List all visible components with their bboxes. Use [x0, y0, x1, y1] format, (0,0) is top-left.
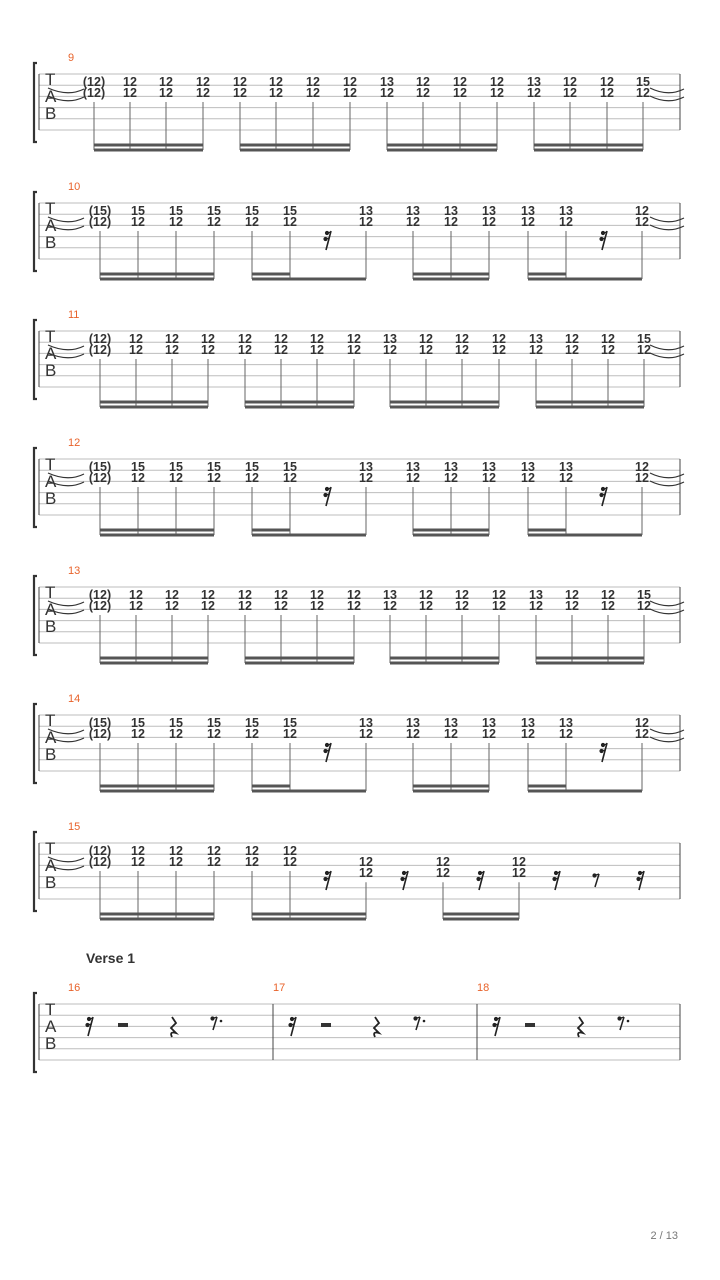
fret-number: 12 — [600, 75, 614, 89]
tie-out — [650, 601, 684, 606]
fret-number: 12 — [565, 599, 579, 613]
tie-out — [650, 345, 684, 350]
fret-number: 12 — [512, 855, 526, 870]
fret-number: 12 — [563, 86, 577, 100]
fret-number: 12 — [245, 855, 259, 869]
fret-number: 13 — [482, 460, 496, 474]
tab-letter-a: A — [45, 728, 57, 747]
page-number: 2 / 13 — [650, 1230, 678, 1242]
fret-number: 15 — [636, 75, 650, 89]
fret-number: 12 — [416, 86, 430, 100]
system-bracket — [34, 192, 37, 271]
fret-number: 12 — [406, 215, 420, 229]
tie-out — [650, 473, 684, 478]
fret-number: 12 — [419, 343, 433, 357]
fret-number: 12 — [347, 343, 361, 357]
fret-number: 12 — [238, 588, 252, 602]
half-rest — [321, 1023, 331, 1027]
fret-number: 12 — [207, 844, 221, 858]
fret-number: 12 — [416, 75, 430, 89]
fret-number: 12 — [201, 588, 215, 602]
fret-number: (12) — [88, 727, 112, 741]
fret-number: 12 — [529, 343, 543, 357]
fret-number: 12 — [207, 471, 221, 485]
fret-number: 15 — [245, 460, 259, 474]
tab-letter-a: A — [45, 87, 57, 106]
fret-number: 13 — [383, 588, 397, 602]
tab-letter-a: A — [45, 344, 57, 363]
fret-number: 12 — [512, 866, 526, 881]
fret-number: 12 — [310, 588, 324, 602]
quarter-rest — [171, 1017, 176, 1037]
fret-number: 13 — [521, 460, 535, 474]
fret-number: 12 — [521, 471, 535, 485]
fret-number: 13 — [559, 716, 573, 730]
quarter-rest — [578, 1017, 583, 1037]
fret-number: (12) — [82, 86, 106, 100]
measure-number: 16 — [68, 982, 81, 994]
fret-number: 15 — [207, 204, 221, 218]
fret-number: 13 — [406, 460, 420, 474]
fret-number: 12 — [529, 599, 543, 613]
fret-number: (12) — [88, 471, 112, 485]
fret-number: 12 — [406, 727, 420, 741]
fret-number: 12 — [201, 343, 215, 357]
fret-number: 13 — [482, 204, 496, 218]
fret-number: 12 — [343, 75, 357, 89]
fret-number: 12 — [283, 855, 297, 869]
rest-dot — [423, 1020, 426, 1023]
fret-number: 12 — [565, 332, 579, 346]
fret-number: (12) — [88, 855, 112, 869]
fret-number: 12 — [482, 727, 496, 741]
fret-number: 12 — [490, 75, 504, 89]
system-bracket — [34, 832, 37, 911]
tab-system-13 — [34, 565, 684, 663]
fret-number: 15 — [131, 204, 145, 218]
fret-number: 12 — [238, 599, 252, 613]
fret-number: (12) — [82, 75, 106, 89]
tab-letter-b: B — [45, 1034, 57, 1053]
fret-number: 12 — [601, 599, 615, 613]
tab-system-14 — [34, 693, 684, 791]
fret-number: 12 — [131, 727, 145, 741]
fret-number: 12 — [196, 86, 210, 100]
fret-number: 15 — [169, 460, 183, 474]
system-bracket — [34, 63, 37, 142]
rest-dot — [627, 1020, 630, 1023]
fret-number: 12 — [359, 471, 373, 485]
fret-number: 12 — [169, 471, 183, 485]
fret-number: (15) — [88, 460, 112, 474]
fret-number: 12 — [347, 588, 361, 602]
fret-number: 15 — [245, 716, 259, 730]
fret-number: 13 — [482, 716, 496, 730]
fret-number: 12 — [455, 332, 469, 346]
fret-number: 13 — [559, 204, 573, 218]
fret-number: 12 — [482, 215, 496, 229]
fret-number: (15) — [88, 204, 112, 218]
fret-number: 12 — [492, 343, 506, 357]
fret-number: 13 — [521, 204, 535, 218]
fret-number: 12 — [436, 866, 450, 881]
tab-letter-t: T — [45, 1000, 56, 1019]
fret-number: 12 — [419, 332, 433, 346]
fret-number: 13 — [380, 75, 394, 89]
fret-number: 13 — [559, 460, 573, 474]
fret-number: 13 — [529, 588, 543, 602]
fret-number: 12 — [600, 86, 614, 100]
fret-number: 12 — [419, 599, 433, 613]
fret-number: (12) — [88, 588, 112, 602]
fret-number: 12 — [635, 204, 649, 218]
fret-number: 12 — [283, 471, 297, 485]
fret-number: 12 — [201, 332, 215, 346]
fret-number: 15 — [169, 204, 183, 218]
fret-number: 12 — [444, 727, 458, 741]
fret-number: (12) — [88, 332, 112, 346]
tab-letter-b: B — [45, 361, 57, 380]
fret-number: 12 — [527, 86, 541, 100]
fret-number: 12 — [406, 471, 420, 485]
fret-number: 12 — [635, 716, 649, 730]
fret-number: 12 — [159, 75, 173, 89]
fret-number: (12) — [88, 599, 112, 613]
rest-dot — [220, 1020, 223, 1023]
fret-number: 12 — [283, 727, 297, 741]
fret-number: 12 — [359, 866, 373, 881]
fret-number: 12 — [347, 332, 361, 346]
fret-number: 15 — [637, 588, 651, 602]
fret-number: 12 — [207, 855, 221, 869]
tab-letter-b: B — [45, 104, 57, 123]
system-bracket — [34, 320, 37, 399]
fret-number: 12 — [635, 471, 649, 485]
tab-letter-b: B — [45, 233, 57, 252]
fret-number: 15 — [283, 460, 297, 474]
fret-number: 12 — [169, 727, 183, 741]
fret-number: 12 — [129, 599, 143, 613]
fret-number: 13 — [383, 332, 397, 346]
fret-number: 12 — [637, 599, 651, 613]
tab-letter-a: A — [45, 472, 57, 491]
fret-number: 12 — [169, 844, 183, 858]
fret-number: 12 — [131, 215, 145, 229]
measure-number: 10 — [68, 181, 81, 193]
fret-number: 12 — [207, 727, 221, 741]
tab-letter-t: T — [45, 583, 56, 602]
fret-number: 12 — [306, 75, 320, 89]
fret-number: 12 — [563, 75, 577, 89]
fret-number: 12 — [123, 86, 137, 100]
fret-number: 12 — [245, 471, 259, 485]
tab-letter-b: B — [45, 489, 57, 508]
fret-number: 12 — [636, 86, 650, 100]
fret-number: 13 — [444, 716, 458, 730]
tab-letter-a: A — [45, 600, 57, 619]
fret-number: 12 — [521, 215, 535, 229]
fret-number: 12 — [196, 75, 210, 89]
fret-number: 12 — [310, 599, 324, 613]
fret-number: 15 — [283, 716, 297, 730]
tab-letter-t: T — [45, 327, 56, 346]
tab-letter-a: A — [45, 1017, 57, 1036]
fret-number: 12 — [169, 215, 183, 229]
fret-number: 12 — [129, 343, 143, 357]
fret-number: 12 — [455, 343, 469, 357]
fret-number: 12 — [359, 855, 373, 870]
fret-number: 12 — [444, 471, 458, 485]
fret-number: 12 — [359, 215, 373, 229]
measure-number: 12 — [68, 437, 81, 449]
measure-number: 9 — [68, 52, 75, 64]
fret-number: 12 — [601, 588, 615, 602]
fret-number: 12 — [159, 86, 173, 100]
tab-system-12 — [34, 437, 684, 535]
fret-number: 12 — [482, 471, 496, 485]
fret-number: 12 — [269, 75, 283, 89]
fret-number: 12 — [207, 215, 221, 229]
fret-number: 13 — [444, 460, 458, 474]
fret-number: 12 — [165, 343, 179, 357]
tab-system-11 — [34, 309, 684, 407]
fret-number: 12 — [310, 332, 324, 346]
fret-number: 12 — [238, 332, 252, 346]
tie-out — [650, 729, 684, 734]
fret-number: 12 — [453, 86, 467, 100]
fret-number: 12 — [165, 332, 179, 346]
fret-number: 12 — [521, 727, 535, 741]
fret-number: 12 — [283, 215, 297, 229]
measure-number: 11 — [68, 309, 80, 321]
tab-letter-t: T — [45, 199, 56, 218]
tab-system-verse — [34, 982, 680, 1072]
fret-number: 13 — [406, 716, 420, 730]
fret-number: 12 — [559, 215, 573, 229]
fret-number: 15 — [283, 204, 297, 218]
fret-number: 12 — [444, 215, 458, 229]
fret-number: 12 — [490, 86, 504, 100]
fret-number: 12 — [565, 588, 579, 602]
tab-letter-a: A — [45, 216, 57, 235]
tab-letter-t: T — [45, 455, 56, 474]
fret-number: 12 — [455, 588, 469, 602]
fret-number: 12 — [274, 343, 288, 357]
fret-number: 12 — [310, 343, 324, 357]
fret-number: 12 — [453, 75, 467, 89]
fret-number: 13 — [359, 460, 373, 474]
fret-number: (15) — [88, 716, 112, 730]
fret-number: 12 — [635, 460, 649, 474]
tab-letter-a: A — [45, 856, 57, 875]
fret-number: 12 — [436, 855, 450, 870]
fret-number: 12 — [306, 86, 320, 100]
fret-number: 12 — [233, 75, 247, 89]
tab-system-10 — [34, 181, 684, 279]
fret-number: 12 — [455, 599, 469, 613]
fret-number: 15 — [131, 460, 145, 474]
fret-number: 15 — [207, 460, 221, 474]
fret-number: 13 — [521, 716, 535, 730]
fret-number: 15 — [169, 716, 183, 730]
fret-number: 13 — [529, 332, 543, 346]
fret-number: 12 — [274, 588, 288, 602]
measure-number: 18 — [477, 982, 490, 994]
system-bracket — [34, 576, 37, 655]
fret-number: 12 — [201, 599, 215, 613]
fret-number: 13 — [527, 75, 541, 89]
fret-number: 12 — [129, 588, 143, 602]
fret-number: 12 — [559, 727, 573, 741]
tab-letter-t: T — [45, 70, 56, 89]
fret-number: 12 — [383, 599, 397, 613]
fret-number: 12 — [238, 343, 252, 357]
fret-number: 12 — [492, 599, 506, 613]
quarter-rest — [374, 1017, 379, 1037]
half-rest — [118, 1023, 128, 1027]
section-label-verse-1: Verse 1 — [86, 950, 136, 966]
fret-number: 13 — [359, 204, 373, 218]
system-bracket — [34, 993, 37, 1072]
system-bracket — [34, 704, 37, 783]
fret-number: 12 — [565, 343, 579, 357]
fret-number: 15 — [245, 204, 259, 218]
fret-number: 12 — [359, 727, 373, 741]
tab-letter-t: T — [45, 711, 56, 730]
fret-number: 12 — [347, 599, 361, 613]
fret-number: 12 — [601, 332, 615, 346]
fret-number: 12 — [383, 343, 397, 357]
tab-system-9 — [34, 52, 684, 150]
fret-number: 12 — [283, 844, 297, 858]
tab-letter-b: B — [45, 617, 57, 636]
fret-number: 12 — [419, 588, 433, 602]
fret-number: 12 — [245, 215, 259, 229]
fret-number: 12 — [129, 332, 143, 346]
fret-number: 12 — [343, 86, 357, 100]
fret-number: (12) — [88, 844, 112, 858]
fret-number: 13 — [359, 716, 373, 730]
fret-number: 12 — [245, 844, 259, 858]
fret-number: (12) — [88, 343, 112, 357]
fret-number: (12) — [88, 215, 112, 229]
system-bracket — [34, 448, 37, 527]
fret-number: 12 — [245, 727, 259, 741]
fret-number: 12 — [274, 599, 288, 613]
tie-out — [650, 88, 684, 93]
measure-number: 17 — [273, 982, 286, 994]
fret-number: 12 — [269, 86, 283, 100]
fret-number: 15 — [131, 716, 145, 730]
tab-letter-t: T — [45, 839, 56, 858]
half-rest — [525, 1023, 535, 1027]
fret-number: 12 — [635, 215, 649, 229]
fret-number: 12 — [492, 332, 506, 346]
fret-number: 12 — [233, 86, 247, 100]
fret-number: 12 — [131, 844, 145, 858]
tab-letter-b: B — [45, 873, 57, 892]
measure-number: 13 — [68, 565, 81, 577]
fret-number: 15 — [207, 716, 221, 730]
tie-out — [650, 217, 684, 222]
fret-number: 12 — [559, 471, 573, 485]
fret-number: 12 — [635, 727, 649, 741]
fret-number: 12 — [165, 588, 179, 602]
fret-number: 12 — [131, 855, 145, 869]
measure-number: 14 — [68, 693, 81, 705]
fret-number: 12 — [131, 471, 145, 485]
fret-number: 12 — [637, 343, 651, 357]
fret-number: 12 — [165, 599, 179, 613]
fret-number: 12 — [601, 343, 615, 357]
fret-number: 13 — [444, 204, 458, 218]
fret-number: 12 — [492, 588, 506, 602]
fret-number: 12 — [380, 86, 394, 100]
fret-number: 13 — [406, 204, 420, 218]
fret-number: 12 — [274, 332, 288, 346]
fret-number: 12 — [169, 855, 183, 869]
tab-letter-b: B — [45, 745, 57, 764]
measure-number: 15 — [68, 821, 81, 833]
fret-number: 15 — [637, 332, 651, 346]
tab-system-15 — [34, 821, 680, 919]
fret-number: 12 — [123, 75, 137, 89]
